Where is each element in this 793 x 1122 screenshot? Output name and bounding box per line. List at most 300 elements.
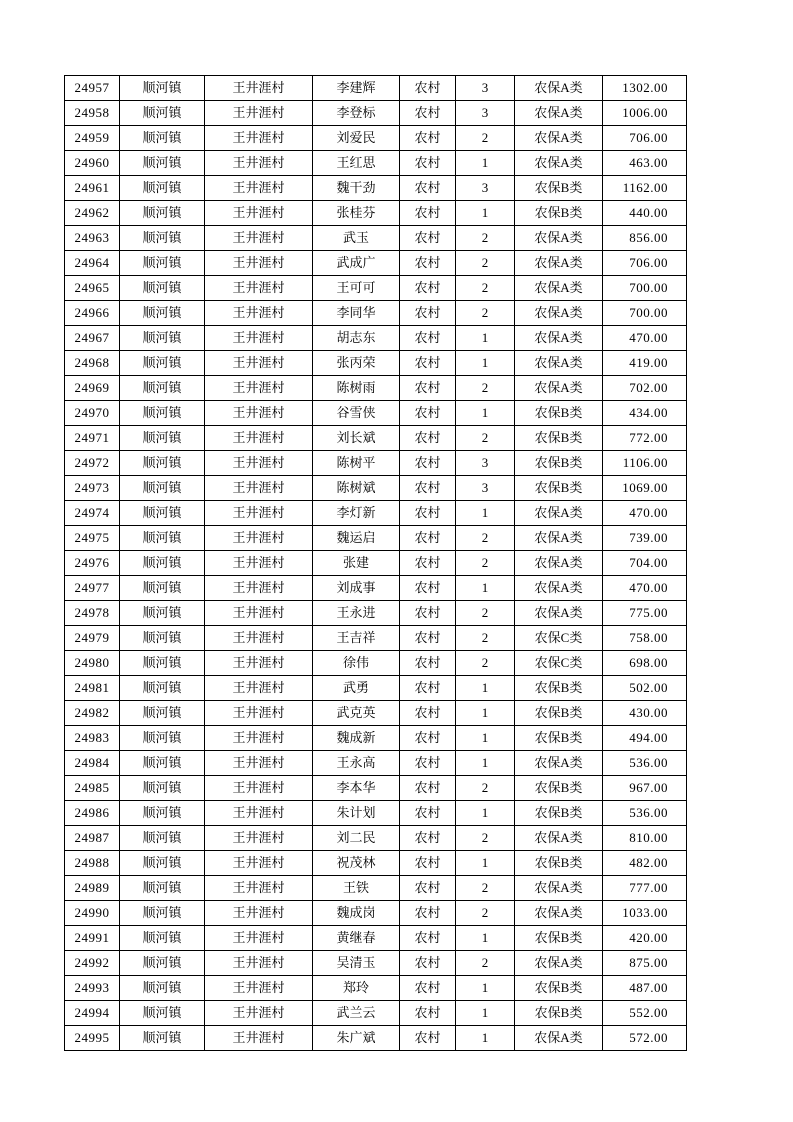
table-row (65, 826, 687, 851)
cell-name: 李登标 (313, 101, 400, 126)
cell-amount: 1162.00 (603, 176, 687, 201)
cell-type: 农村 (400, 576, 456, 601)
cell-category: 农保A类 (515, 576, 603, 601)
cell-id: 24980 (65, 651, 120, 676)
cell-village: 王井涯村 (205, 926, 313, 951)
cell-amount: 702.00 (603, 376, 687, 401)
cell-amount: 700.00 (603, 301, 687, 326)
cell-id: 24983 (65, 726, 120, 751)
cell-village: 王井涯村 (205, 451, 313, 476)
cell-count: 1 (456, 401, 515, 426)
cell-type: 农村 (400, 126, 456, 151)
cell-id: 24978 (65, 601, 120, 626)
cell-amount: 494.00 (603, 726, 687, 751)
cell-id: 24976 (65, 551, 120, 576)
table-row (65, 651, 687, 676)
cell-type: 农村 (400, 426, 456, 451)
cell-name: 郑玲 (313, 976, 400, 1001)
cell-name: 王永进 (313, 601, 400, 626)
cell-count: 1 (456, 801, 515, 826)
cell-amount: 487.00 (603, 976, 687, 1001)
cell-category: 农保C类 (515, 626, 603, 651)
cell-id: 24985 (65, 776, 120, 801)
cell-id: 24991 (65, 926, 120, 951)
table-row (65, 526, 687, 551)
cell-type: 农村 (400, 851, 456, 876)
cell-category: 农保A类 (515, 301, 603, 326)
cell-town: 顺河镇 (120, 1001, 205, 1026)
cell-town: 顺河镇 (120, 1026, 205, 1051)
cell-town: 顺河镇 (120, 426, 205, 451)
cell-count: 2 (456, 626, 515, 651)
table-row (65, 251, 687, 276)
cell-town: 顺河镇 (120, 76, 205, 101)
cell-amount: 470.00 (603, 501, 687, 526)
cell-type: 农村 (400, 751, 456, 776)
cell-type: 农村 (400, 976, 456, 1001)
cell-type: 农村 (400, 901, 456, 926)
cell-village: 王井涯村 (205, 351, 313, 376)
cell-type: 农村 (400, 876, 456, 901)
cell-count: 1 (456, 851, 515, 876)
cell-town: 顺河镇 (120, 726, 205, 751)
cell-village: 王井涯村 (205, 1026, 313, 1051)
cell-category: 农保B类 (515, 401, 603, 426)
cell-amount: 470.00 (603, 576, 687, 601)
cell-town: 顺河镇 (120, 701, 205, 726)
cell-count: 3 (456, 76, 515, 101)
table-row (65, 701, 687, 726)
cell-amount: 434.00 (603, 401, 687, 426)
cell-id: 24974 (65, 501, 120, 526)
cell-amount: 775.00 (603, 601, 687, 626)
cell-village: 王井涯村 (205, 901, 313, 926)
cell-amount: 440.00 (603, 201, 687, 226)
table-row (65, 801, 687, 826)
cell-village: 王井涯村 (205, 1001, 313, 1026)
cell-id: 24989 (65, 876, 120, 901)
table-row (65, 626, 687, 651)
cell-category: 农保B类 (515, 176, 603, 201)
cell-count: 2 (456, 426, 515, 451)
cell-amount: 810.00 (603, 826, 687, 851)
table-row (65, 76, 687, 101)
cell-category: 农保A类 (515, 101, 603, 126)
cell-category: 农保B类 (515, 926, 603, 951)
cell-id: 24961 (65, 176, 120, 201)
cell-town: 顺河镇 (120, 576, 205, 601)
cell-amount: 552.00 (603, 1001, 687, 1026)
cell-name: 李同华 (313, 301, 400, 326)
table-row (65, 576, 687, 601)
cell-count: 1 (456, 1001, 515, 1026)
cell-name: 陈树平 (313, 451, 400, 476)
cell-name: 张丙荣 (313, 351, 400, 376)
cell-id: 24964 (65, 251, 120, 276)
cell-town: 顺河镇 (120, 876, 205, 901)
cell-town: 顺河镇 (120, 201, 205, 226)
cell-count: 2 (456, 951, 515, 976)
cell-type: 农村 (400, 451, 456, 476)
cell-type: 农村 (400, 926, 456, 951)
cell-type: 农村 (400, 1026, 456, 1051)
cell-town: 顺河镇 (120, 776, 205, 801)
cell-village: 王井涯村 (205, 376, 313, 401)
cell-name: 陈树雨 (313, 376, 400, 401)
cell-town: 顺河镇 (120, 951, 205, 976)
cell-town: 顺河镇 (120, 401, 205, 426)
cell-amount: 1006.00 (603, 101, 687, 126)
cell-type: 农村 (400, 651, 456, 676)
cell-count: 2 (456, 301, 515, 326)
cell-town: 顺河镇 (120, 626, 205, 651)
cell-count: 2 (456, 276, 515, 301)
cell-count: 2 (456, 126, 515, 151)
cell-village: 王井涯村 (205, 576, 313, 601)
cell-count: 1 (456, 926, 515, 951)
cell-village: 王井涯村 (205, 626, 313, 651)
cell-type: 农村 (400, 176, 456, 201)
cell-type: 农村 (400, 526, 456, 551)
cell-amount: 1302.00 (603, 76, 687, 101)
cell-category: 农保B类 (515, 976, 603, 1001)
cell-id: 24992 (65, 951, 120, 976)
cell-name: 魏干劲 (313, 176, 400, 201)
cell-type: 农村 (400, 501, 456, 526)
cell-count: 1 (456, 976, 515, 1001)
cell-name: 祝茂林 (313, 851, 400, 876)
cell-count: 1 (456, 326, 515, 351)
cell-village: 王井涯村 (205, 101, 313, 126)
cell-amount: 758.00 (603, 626, 687, 651)
cell-count: 2 (456, 551, 515, 576)
cell-amount: 700.00 (603, 276, 687, 301)
cell-village: 王井涯村 (205, 501, 313, 526)
cell-id: 24981 (65, 676, 120, 701)
cell-town: 顺河镇 (120, 251, 205, 276)
table-row (65, 1001, 687, 1026)
cell-category: 农保B类 (515, 426, 603, 451)
table-row (65, 201, 687, 226)
cell-amount: 777.00 (603, 876, 687, 901)
cell-type: 农村 (400, 701, 456, 726)
table-row (65, 676, 687, 701)
cell-town: 顺河镇 (120, 226, 205, 251)
table-row (65, 951, 687, 976)
cell-village: 王井涯村 (205, 826, 313, 851)
cell-village: 王井涯村 (205, 976, 313, 1001)
cell-amount: 772.00 (603, 426, 687, 451)
cell-town: 顺河镇 (120, 351, 205, 376)
cell-town: 顺河镇 (120, 976, 205, 1001)
cell-id: 24975 (65, 526, 120, 551)
cell-amount: 463.00 (603, 151, 687, 176)
cell-amount: 1106.00 (603, 451, 687, 476)
cell-name: 朱计划 (313, 801, 400, 826)
cell-name: 魏成岗 (313, 901, 400, 926)
cell-id: 24990 (65, 901, 120, 926)
cell-count: 2 (456, 826, 515, 851)
table-row (65, 126, 687, 151)
cell-amount: 502.00 (603, 676, 687, 701)
cell-town: 顺河镇 (120, 101, 205, 126)
cell-name: 李建辉 (313, 76, 400, 101)
cell-village: 王井涯村 (205, 126, 313, 151)
cell-town: 顺河镇 (120, 126, 205, 151)
cell-amount: 739.00 (603, 526, 687, 551)
cell-name: 吴清玉 (313, 951, 400, 976)
cell-count: 1 (456, 151, 515, 176)
cell-name: 武兰云 (313, 1001, 400, 1026)
cell-name: 王铁 (313, 876, 400, 901)
cell-name: 刘二民 (313, 826, 400, 851)
cell-name: 武玉 (313, 226, 400, 251)
cell-category: 农保A类 (515, 251, 603, 276)
table-row (65, 326, 687, 351)
cell-id: 24994 (65, 1001, 120, 1026)
cell-town: 顺河镇 (120, 851, 205, 876)
cell-amount: 419.00 (603, 351, 687, 376)
cell-category: 农保A类 (515, 751, 603, 776)
cell-amount: 430.00 (603, 701, 687, 726)
cell-type: 农村 (400, 626, 456, 651)
cell-category: 农保B类 (515, 1001, 603, 1026)
cell-type: 农村 (400, 326, 456, 351)
cell-village: 王井涯村 (205, 851, 313, 876)
cell-town: 顺河镇 (120, 476, 205, 501)
cell-name: 武勇 (313, 676, 400, 701)
cell-town: 顺河镇 (120, 801, 205, 826)
cell-category: 农保A类 (515, 1026, 603, 1051)
cell-village: 王井涯村 (205, 151, 313, 176)
cell-amount: 1033.00 (603, 901, 687, 926)
cell-count: 1 (456, 701, 515, 726)
records-table (64, 75, 687, 1051)
cell-count: 2 (456, 251, 515, 276)
cell-amount: 420.00 (603, 926, 687, 951)
table-row (65, 851, 687, 876)
cell-count: 1 (456, 501, 515, 526)
cell-category: 农保A类 (515, 876, 603, 901)
cell-category: 农保B类 (515, 776, 603, 801)
cell-count: 2 (456, 651, 515, 676)
table-row (65, 551, 687, 576)
cell-town: 顺河镇 (120, 526, 205, 551)
cell-village: 王井涯村 (205, 776, 313, 801)
cell-village: 王井涯村 (205, 676, 313, 701)
cell-village: 王井涯村 (205, 601, 313, 626)
cell-category: 农保A类 (515, 826, 603, 851)
cell-type: 农村 (400, 401, 456, 426)
table-row (65, 426, 687, 451)
cell-category: 农保B类 (515, 801, 603, 826)
cell-id: 24973 (65, 476, 120, 501)
cell-type: 农村 (400, 801, 456, 826)
cell-amount: 706.00 (603, 251, 687, 276)
cell-amount: 698.00 (603, 651, 687, 676)
cell-name: 胡志东 (313, 326, 400, 351)
cell-count: 2 (456, 601, 515, 626)
table-row (65, 101, 687, 126)
cell-town: 顺河镇 (120, 376, 205, 401)
cell-category: 农保A类 (515, 276, 603, 301)
cell-type: 农村 (400, 601, 456, 626)
cell-name: 王吉祥 (313, 626, 400, 651)
cell-id: 24984 (65, 751, 120, 776)
cell-type: 农村 (400, 351, 456, 376)
cell-village: 王井涯村 (205, 876, 313, 901)
cell-count: 2 (456, 876, 515, 901)
cell-category: 农保B类 (515, 851, 603, 876)
table-row (65, 1026, 687, 1051)
cell-amount: 856.00 (603, 226, 687, 251)
cell-count: 1 (456, 201, 515, 226)
cell-id: 24977 (65, 576, 120, 601)
cell-name: 王永高 (313, 751, 400, 776)
cell-id: 24960 (65, 151, 120, 176)
cell-town: 顺河镇 (120, 676, 205, 701)
cell-category: 农保B类 (515, 701, 603, 726)
cell-category: 农保A类 (515, 151, 603, 176)
cell-category: 农保B类 (515, 726, 603, 751)
cell-count: 3 (456, 451, 515, 476)
cell-amount: 536.00 (603, 751, 687, 776)
cell-village: 王井涯村 (205, 176, 313, 201)
cell-id: 24969 (65, 376, 120, 401)
cell-name: 徐伟 (313, 651, 400, 676)
cell-count: 3 (456, 176, 515, 201)
cell-name: 刘长斌 (313, 426, 400, 451)
cell-town: 顺河镇 (120, 826, 205, 851)
cell-id: 24986 (65, 801, 120, 826)
cell-count: 2 (456, 226, 515, 251)
cell-name: 魏运启 (313, 526, 400, 551)
cell-type: 农村 (400, 551, 456, 576)
cell-name: 魏成新 (313, 726, 400, 751)
cell-category: 农保A类 (515, 376, 603, 401)
cell-amount: 706.00 (603, 126, 687, 151)
cell-type: 农村 (400, 1001, 456, 1026)
table-body (65, 76, 687, 1051)
cell-village: 王井涯村 (205, 526, 313, 551)
cell-village: 王井涯村 (205, 651, 313, 676)
cell-count: 3 (456, 101, 515, 126)
cell-village: 王井涯村 (205, 76, 313, 101)
table-row (65, 226, 687, 251)
cell-id: 24968 (65, 351, 120, 376)
cell-town: 顺河镇 (120, 451, 205, 476)
cell-category: 农保A类 (515, 551, 603, 576)
cell-name: 刘成事 (313, 576, 400, 601)
table-row (65, 351, 687, 376)
table-row (65, 401, 687, 426)
cell-category: 农保C类 (515, 651, 603, 676)
cell-count: 3 (456, 476, 515, 501)
cell-id: 24963 (65, 226, 120, 251)
cell-category: 农保A类 (515, 226, 603, 251)
cell-village: 王井涯村 (205, 201, 313, 226)
cell-town: 顺河镇 (120, 501, 205, 526)
cell-amount: 482.00 (603, 851, 687, 876)
cell-id: 24979 (65, 626, 120, 651)
cell-town: 顺河镇 (120, 276, 205, 301)
table-row (65, 501, 687, 526)
cell-amount: 704.00 (603, 551, 687, 576)
cell-name: 王可可 (313, 276, 400, 301)
cell-type: 农村 (400, 826, 456, 851)
cell-town: 顺河镇 (120, 651, 205, 676)
cell-type: 农村 (400, 226, 456, 251)
cell-name: 陈树斌 (313, 476, 400, 501)
cell-count: 1 (456, 1026, 515, 1051)
cell-category: 农保A类 (515, 126, 603, 151)
cell-name: 黄继春 (313, 926, 400, 951)
cell-type: 农村 (400, 151, 456, 176)
cell-type: 农村 (400, 376, 456, 401)
table-row (65, 876, 687, 901)
cell-village: 王井涯村 (205, 426, 313, 451)
cell-type: 农村 (400, 276, 456, 301)
cell-name: 武克英 (313, 701, 400, 726)
cell-count: 1 (456, 676, 515, 701)
cell-count: 2 (456, 901, 515, 926)
cell-category: 农保A类 (515, 901, 603, 926)
table-row (65, 926, 687, 951)
cell-id: 24970 (65, 401, 120, 426)
cell-type: 农村 (400, 676, 456, 701)
cell-amount: 536.00 (603, 801, 687, 826)
cell-category: 农保A类 (515, 501, 603, 526)
cell-village: 王井涯村 (205, 801, 313, 826)
cell-id: 24965 (65, 276, 120, 301)
cell-name: 李本华 (313, 776, 400, 801)
cell-town: 顺河镇 (120, 176, 205, 201)
cell-category: 农保B类 (515, 201, 603, 226)
cell-town: 顺河镇 (120, 901, 205, 926)
table-row (65, 376, 687, 401)
cell-amount: 967.00 (603, 776, 687, 801)
table-row (65, 901, 687, 926)
cell-village: 王井涯村 (205, 401, 313, 426)
cell-category: 农保A类 (515, 951, 603, 976)
table-row (65, 476, 687, 501)
cell-type: 农村 (400, 776, 456, 801)
table-row (65, 751, 687, 776)
cell-town: 顺河镇 (120, 151, 205, 176)
cell-category: 农保A类 (515, 351, 603, 376)
cell-name: 武成广 (313, 251, 400, 276)
cell-amount: 470.00 (603, 326, 687, 351)
table-row (65, 176, 687, 201)
table-row (65, 301, 687, 326)
cell-category: 农保A类 (515, 326, 603, 351)
cell-village: 王井涯村 (205, 476, 313, 501)
cell-name: 张桂芬 (313, 201, 400, 226)
cell-type: 农村 (400, 76, 456, 101)
cell-village: 王井涯村 (205, 551, 313, 576)
cell-town: 顺河镇 (120, 551, 205, 576)
cell-amount: 572.00 (603, 1026, 687, 1051)
cell-type: 农村 (400, 101, 456, 126)
cell-count: 2 (456, 376, 515, 401)
cell-type: 农村 (400, 951, 456, 976)
cell-type: 农村 (400, 251, 456, 276)
cell-type: 农村 (400, 201, 456, 226)
cell-town: 顺河镇 (120, 301, 205, 326)
table-row (65, 451, 687, 476)
cell-village: 王井涯村 (205, 701, 313, 726)
table-row (65, 726, 687, 751)
